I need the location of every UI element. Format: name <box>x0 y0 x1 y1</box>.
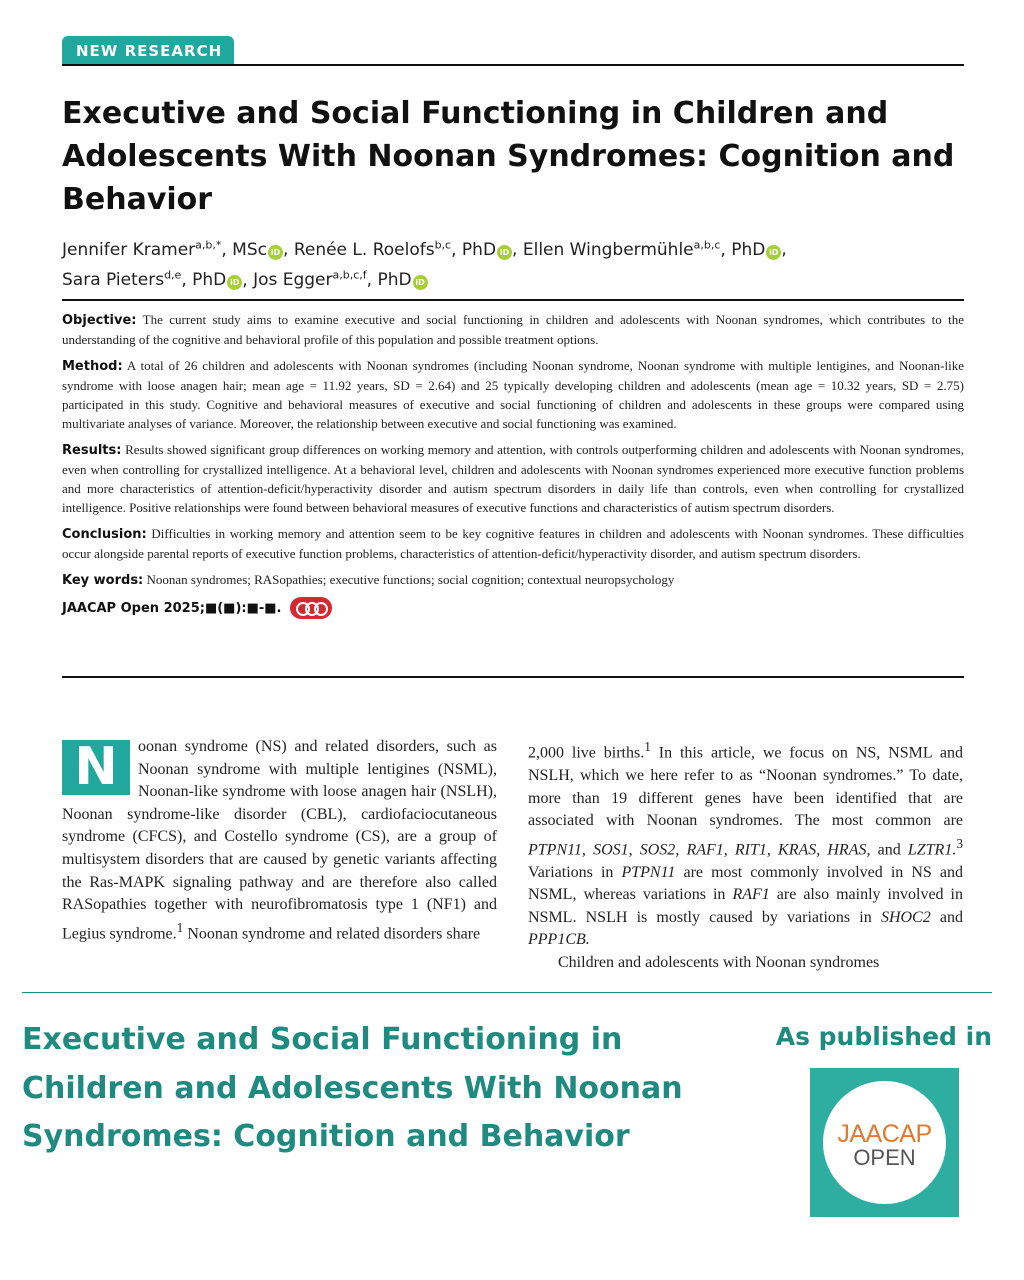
abstract-results: Results: Results showed significant group differences on working memory and attention, with controls outperforming children and adolescents with Noonan syndromes, even when controlling for crystallized intelligence. At a behavioral level, children and adolescents with Noonan syndromes experienced more executive function problems and more characteristics of attention-deficit/hyperactivity disorder and autism spectrum disorders in daily life than controls, even when controlling for crystallized intelligence. Positive relationships were found between behavioral measures of executive functions and characteristics of autism spectrum disorders. <box>62 442 964 515</box>
section-badge: NEW RESEARCH <box>62 36 234 64</box>
orcid-icon[interactable]: iD <box>497 245 512 260</box>
abstract-objective: Objective: The current study aims to examine executive and social functioning in children and adolescents with Noonan syndromes, which contributes to the understanding of the cognitive and behavioral profile of this population and possible treatment options. <box>62 312 965 347</box>
abstract <box>62 310 964 619</box>
footer-divider <box>22 992 992 993</box>
body-column-right: 2,000 live births.$^1$ In this article, we focus on NS, NSML and NSLH, which we here refer to as “Noonan syndromes.” To date, more than 19 different genes have been identified that are associated with Noonan syndromes. The most common are PTPN11, SOS1, SOS2, RAF1, RIT1, KRAS, HRAS, and LZTR1.$^3$ Variations in PTPN11 are most commonly involved in NS and NSML, whereas variations in RAF1 are also mainly involved in NSML. NSLH is mostly caused by variations in SHOC2 and PPP1CB. Children and adolescents with Noonan syndromes <box>528 739 964 971</box>
orcid-icon[interactable]: iD <box>413 275 428 290</box>
author[interactable]: Sara Pieters$^{d,e}$, PhD <box>62 268 227 291</box>
body-column-left: N oonan syndrome (NS) and related disorders, such as Noonan syndrome with multiple lentigines (NSML), Noonan-like syndrome with loose anagen hair (NSLH), Noonan syndrome-like disorder (CBL), cardiofaciocutaneous syndrome (CFCS), and Costello syndrome (CS), are a group of multisystem disorders that are caused by genetic variants affecting the Ras-MAPK signaling pathway and are therefore also called RASopathies together with neurofibromatosis type 1 (NF1) and Legius syndrome.$^1$ Noonan syndrome and related disorders share <box>62 737 497 943</box>
reference-link[interactable]: 1 <box>644 739 651 754</box>
footer-title: Executive and Social Functioning in Children and Adolescents With Noonan Syndromes: Cognition and Behavior <box>22 1022 683 1154</box>
orcid-icon[interactable]: iD <box>227 275 242 290</box>
orcid-icon[interactable]: iD <box>766 245 781 260</box>
author[interactable]: Ellen Wingbermühle$^{a,b,c}$, PhD <box>522 238 766 260</box>
author[interactable]: Jos Egger$^{a,b,c,f}$, PhD <box>253 268 412 291</box>
abstract-conclusion: Conclusion: Difficulties in working memory and attention seem to be key cognitive features in children and adolescents with Noonan syndromes. These difficulties occur alongside parental reports of executive function problems, characteristics of attention-deficit/hyperactivity disorder, and autism spectrum disorders. <box>62 526 964 561</box>
orcid-icon[interactable]: iD <box>268 245 283 260</box>
paper-title: Executive and Social Functioning in Children and Adolescents With Noonan Syndromes: Cognition and Behavior <box>62 96 955 217</box>
abstract-method: Method: A total of 26 children and adolescents with Noonan syndromes (including Noonan syndrome, Noonan syndrome with multiple lentigines, and Noonan-like syndrome with loose anagen hair; mean age = 11.92 years, SD = 2.64) and 25 typically developing children and adolescents (mean age = 10.32 years, SD = 2.75) participated in this study. Cognitive and behavioral measures of executive and social functioning of children and adolescents in these groups were compared using multivariate analyses of variance. Moreover, the relationship between executive and social functioning was examined. <box>62 358 964 431</box>
author[interactable]: Jennifer Kramer$^{a,b,*}$, MSc <box>62 238 267 260</box>
reference-link[interactable]: 1 <box>176 919 184 935</box>
abstract-keywords: Key words: Noonan syndromes; RASopathies; executive functions; social cognition; contextual neuropsychology <box>62 572 675 588</box>
abstract-top-rule <box>62 299 964 301</box>
jaacap-open-logo[interactable]: JAACAP OPEN <box>810 1068 959 1217</box>
abstract-bottom-rule <box>62 676 964 678</box>
crossmark-icon[interactable] <box>290 597 332 619</box>
author-list: Jennifer Kramer$^{a,b,*}$, MSc iD , Renée L. Roelofs$^{b,c}$, PhD iD , Ellen Wingbermühle$^{a,b,c}$, PhD iD , Sara Pieters$^{d,e}$, PhD iD , Jos Egger$^{a,b,c,f}$, PhD iD <box>62 238 787 291</box>
published-label: As published in <box>775 1022 992 1051</box>
header-rule <box>62 64 964 66</box>
author[interactable]: Renée L. Roelofs$^{b,c}$, PhD <box>293 238 497 260</box>
dropcap-letter: N <box>62 740 130 795</box>
reference-link[interactable]: 3 <box>956 835 963 851</box>
journal-citation: JAACAP Open 2025;■(■):■-■. <box>62 597 964 619</box>
